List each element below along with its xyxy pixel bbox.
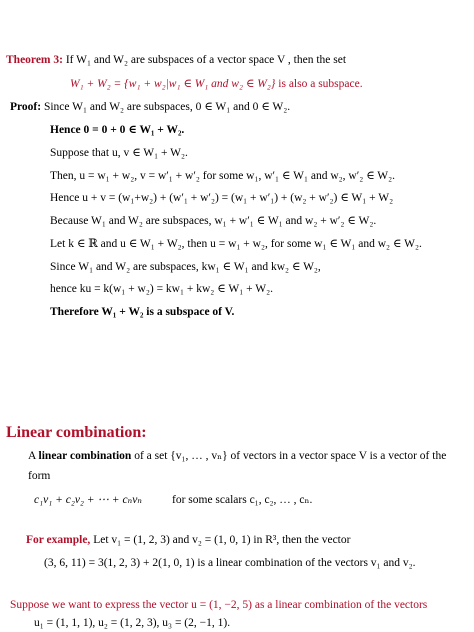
proof-line: Hence 0 = 0 + 0 ∈ W₁ + W₂. xyxy=(50,124,185,136)
definition-prefix: A xyxy=(28,450,39,462)
proof-line: Because W₁ and W₂ are subspaces, w₁ + w′₁ ∈ W₁ and w₂ + w′₂ ∈ W₂. xyxy=(50,215,377,227)
suppose-vectors: u₁ = (1, 1, 1), u₂ = (1, 2, 3), u₃ = (2, −1, 1). xyxy=(34,617,231,629)
theorem-set-line xyxy=(70,77,363,92)
theorem-set-tail: is also a subspace. xyxy=(275,78,363,90)
linear-combination-formula: c₁v₁ + c₂v₂ + ⋯ + cₙvₙ xyxy=(34,494,142,506)
proof-first-line xyxy=(10,100,290,115)
proof-conclusion: Therefore W₁ + W₂ is a subspace of V. xyxy=(50,306,235,318)
section-heading: Linear combination: xyxy=(6,424,147,441)
definition-term: linear combination xyxy=(38,450,132,462)
example-label: For example, xyxy=(26,534,91,546)
proof-line: Hence u + v = (w₁+w₂) + (w′₁ + w′₂) = (w₁ + w′₁) + (w₂ + w′₂) ∈ W₁ + W₂ xyxy=(50,192,394,204)
theorem-statement: If W₁ and W₂ are subspaces of a vector space V , then the set xyxy=(62,54,347,66)
proof-line: hence ku = k(w₁ + w₂) = kw₁ + kw₂ ∈ W₁ + W₂. xyxy=(50,283,273,295)
definition-form: form xyxy=(28,470,51,482)
example-line xyxy=(26,533,350,548)
example-equation: (3, 6, 11) = 3(1, 2, 3) + 2(1, 0, 1) is a linear combination of the vectors v₁ and v₂. xyxy=(44,557,416,569)
proof-label: Proof: xyxy=(10,101,42,113)
definition-line xyxy=(28,449,446,464)
formula-line xyxy=(34,493,312,508)
proof-first-text: Since W₁ and W₂ are subspaces, 0 ∈ W₁ and 0 ∈ W₂. xyxy=(41,101,291,113)
proof-line: Since W₁ and W₂ are subspaces, kw₁ ∈ W₁ and kw₂ ∈ W₂, xyxy=(50,261,321,273)
suppose-line: Suppose we want to express the vector u = (1, −2, 5) as a linear combination of the vectors xyxy=(10,599,428,611)
example-text: Let v₁ = (1, 2, 3) and v₂ = (1, 0, 1) in R³, then the vector xyxy=(90,534,351,546)
proof-line: Suppose that u, v ∈ W₁ + W₂. xyxy=(50,147,188,159)
proof-line: Let k ∈ ℝ and u ∈ W₁ + W₂, then u = w₁ + w₂, for some w₁ ∈ W₁ and w₂ ∈ W₂. xyxy=(50,238,422,250)
proof-line: Then, u = w₁ + w₂, v = w′₁ + w′₂ for some w₁, w′₁ ∈ W₁ and w₂, w′₂ ∈ W₂. xyxy=(50,170,396,182)
definition-text: of a set {v₁, … , vₙ} of vectors in a vector space V is a vector of the xyxy=(131,450,447,462)
theorem-set-expression: W₁ + W₂ = {w₁ + w₂|w₁ ∈ W₁ and w₂ ∈ W₂} xyxy=(70,78,276,90)
theorem-label: Theorem 3: xyxy=(6,54,63,66)
formula-tail: for some scalars c₁, c₂, … , cₙ. xyxy=(171,494,313,506)
theorem-line xyxy=(6,53,346,68)
